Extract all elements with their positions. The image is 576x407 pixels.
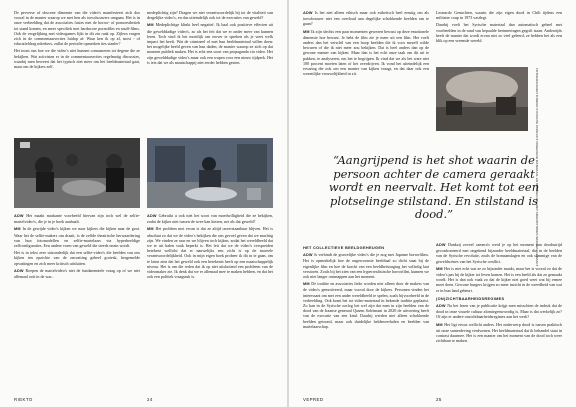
question-text: Het maakt markante voorbeeld hiervan zijn toch wel de selfie-martelvideo's, die je in je boek aanhaalt. xyxy=(14,213,140,225)
section-heading: (ON)ZICHTBAARHEIDSREGIMES xyxy=(436,295,505,301)
question-line xyxy=(436,242,562,264)
page-number-left: 24 xyxy=(147,397,153,402)
answer-line xyxy=(14,226,140,248)
speaker-label-adw: ADW xyxy=(303,11,315,15)
page-number-right: 25 xyxy=(436,397,442,402)
paragraph: medeplichtig zijn? Dragen we niet verantwoordelijk bij tot de vitaliteit van dergelijke video's, en dus uiteindelijk ook tot de executies van geweld? xyxy=(147,10,273,21)
speaker-label-mm: MM xyxy=(147,227,156,232)
paragraph: Leonardo Genuchten, waarin die zijn eigen dood in Chili tijdens een militaire coup in 1973 vastlegt. xyxy=(436,10,562,21)
question-text: Gebruikt u ook niet het soort van moedwilligheid die ze bekijken, zodat de kijker niet tussen de twee kan kiezen, net als dat geweld? xyxy=(147,213,273,225)
speaker-label-adw: ADW xyxy=(436,243,448,247)
answer-line xyxy=(436,322,562,344)
photo-crowd-ground xyxy=(14,138,140,208)
answer-line xyxy=(303,29,429,77)
left-page xyxy=(0,0,287,407)
answer-text: Ik zijn slechts een paar momenten gewezen bewust op deze emotionele dimensie hoe bewust. Je hebt de film zie je meer uit een film. Het voelt anders dan het verschil van een hoop beelden die ik voor mezelf wilde bewaren of die ik niet meer zou bekijken. Dat is heel anders dan op de gewone manier van kijken. Maar dan is het echt onze taak om dit uit te pakken, te analyseren, om het te begrijpen. Ik vind dat we als het ware niet 100 procent moeten laten of het overdrijven. Ik vond het uiteindelijk een ervaring die ook om een manier van kijken vraagt, en dat daar ook een wezenlijke vrouwelijkheid in zit. xyxy=(303,28,429,77)
answer-text: Het problem met ervan is dat ze altijd onverstaanbaar blijven. Het is absoluut zo dat we de video's bekijken die ons gevoel geven dat we machtig zijn. We vinden ze raar en we blijven toch kijken, zodat het wereldbeeld dat we er uit halen vaak beperkt is. Het feit dat we de video's verspreiden betekent wellicht dat er nauwelijks een zicht is op de moreele verantwoordelijkheid. Ook in mijn eigen boek probeer ik dit in te gaan, om te laten zien dat het geweld ook een betekenis heeft op een maatschappelijk niveau. Het is om die reden dat ik op niet uitsluitend een probleem van de videomaker zie. Ik denk dat we er allemaal mee te maken hebben, en dat het ook een politiek vraagstuk is. xyxy=(147,226,273,280)
speaker-label-mm: MM xyxy=(303,282,312,287)
vertical-photo-caption: FOTOGRAFEREN TIJDENS SYRISCHE CONFLICT ONGEKEND MATERIAAL EN BEELDEN DIE MET SMARTPHONES WORDEN GEMAAKT xyxy=(535,68,539,267)
photo-image xyxy=(147,138,273,208)
paragraph: Het is in tekst zeer uitzonderlijk dat een selfie-video's die beelden van ons kijken ten opzichte van de omvatting geheel grotesk, hergemelde opvattingen en zich meer kritisch uitsluiten. xyxy=(14,250,140,266)
section-heading: HET COLLECTIEVE BEELDGEHEUGEN xyxy=(303,245,385,250)
footer-section-left: RIEKTO xyxy=(14,397,33,402)
photo-street-scene xyxy=(147,138,273,208)
answer-line xyxy=(147,22,273,65)
answer-text: Het is niet echt wat ze zo bijzonder maakt, maar het is vooral zo dat de video's pas bij de kijker tot leven komen. Het is een beeld als dat zo gemaakt wordt. Het is dan ook vaak zo dat de kijker niet goed weet wat hij ermee moet doen. Gewone burgers krijgen zo meer inzicht in de wreedheid van wat er in hun land gebeurt. xyxy=(436,265,563,293)
answer-text: De traditie en associaties lieke worden niet alleen door de makers van de video's gemotiveerd, maar vooral door de kijkers. Personen vinden het interessant om met een ander wereldbeeld te spelen, zoals bijvoorbeeld in de verbeelding. Ook komt het tot video-materiaal in bekende traditie geplaatst. Zo kan in de Syrische oorlog het wel zijn dat men in zijn beelden van de dood van de Iraanse generaal Qasem Soleimani in 2020 de uitvoering heeft van de executie van een kind. Daarbij werden niet alleen schokkende beelden getoond, maar ook duidelijke heldenverhalen en beelden van martelaarschap. xyxy=(303,281,429,329)
answer-line xyxy=(436,266,562,293)
question-text: Is verbindt de gruwelijke video's die je nog met Japanse horrorfilms. Het is opmerkelijk hoe de ongewoonste beeldtaal zo dicht staat bij de eigenlijke film en hoe de kracht van een beeldheisturging het volledig laat verstoren. Zoals bij het zien van een hyperrealistische horrorfilm, kunnen we ook niet langer ontsnappen aan het moment. xyxy=(303,252,429,280)
left-column-1-bottom xyxy=(14,213,140,281)
speaker-label-adw: ADW xyxy=(14,214,27,218)
question-text: Roepen de martelvideo's niet de fundamentele vraag op of we niet allemaal ooit in de war... xyxy=(14,267,140,280)
question-line xyxy=(147,213,273,224)
right-column-2-bottom xyxy=(436,242,562,345)
paragraph: De perverse of obscene dimensie van die video's manifesteert zich dus vooral in de manier waarop we met hen als toeschouwers omgaan. Het is in onze verbeelding dat de associaties fusies met de horror- of pornoesthetiek tot stand komen, en meer specifiek met harducore pornofilm en snuff-films. Ook de vergelijking met videogames lijkt in dit zin raak op. Zijlern vragen zich in de commentaarsecties luidop af: Waar ken ik op af, most - of educatiefdrag ndoekers, zullat de periodie opmerken ties stanler? xyxy=(14,10,140,47)
answer-line xyxy=(303,281,429,329)
speaker-label-adw: ADW xyxy=(436,304,448,309)
question-line xyxy=(436,303,562,320)
question-line xyxy=(303,252,429,279)
left-column-2 xyxy=(147,10,273,67)
question-line xyxy=(303,10,429,27)
pull-quote: “Aangrijpend is het shot waarin de persoon achter de camera geraakt wordt en neervalt. Het komt tot een plotselinge stilstand. En stilstand is dood.” xyxy=(328,153,540,221)
question-line xyxy=(14,213,140,224)
question-text: Is het niet alleen ethisch maar ook esthetisch heel ernstig om als toeschouwer niet een overload aan degelijke schokkende beelden om te gaan? xyxy=(303,10,429,27)
right-page xyxy=(289,0,576,407)
speaker-label-mm: MM xyxy=(303,29,312,34)
photo-image xyxy=(436,67,528,131)
speaker-label-adw: ADW xyxy=(14,268,26,273)
right-column-1-bottom xyxy=(303,242,429,331)
photo-image xyxy=(14,138,140,208)
right-column-2-top xyxy=(436,10,562,45)
speaker-label-mm: MM xyxy=(436,322,445,327)
answer-text: Het ligt etwas wellicht anders. Het onderwerp dood is tussen praktisch uit onze samenleving verdwenen. Het beeldmateriaal dat ik behandel staat in contrast daarmee. Het is een manier om het moment van de dood toch weer zichtbaar te maken. xyxy=(436,321,562,344)
question-text: Na het lezen van je publicatie krijgt men misschien de indruk dat de dood in onze visuele cultuur alomtegenwoordig is. Maar is dat werkelijk zo? Of zijn er andere onzichtbaarheidsregimes aan het werk? xyxy=(436,303,562,320)
speaker-label-adw: ADW xyxy=(147,214,159,218)
right-column-1 xyxy=(303,10,429,78)
speaker-label-mm: MM xyxy=(14,227,23,232)
photo-smoke-scene xyxy=(436,67,528,131)
answer-text: In de gewijde video's kijken we naar kijkers die kijken naar de goot. Waar het de selfie-makers om draait, is de zelfde theatrische herwaardering van hun fotomodellen en selfie-martelaars via hyperbeeldige zelfconfiguraties. Een andere vorm van geweld die steeds onzin wordt. xyxy=(14,226,141,249)
left-column-1 xyxy=(14,10,140,71)
footer-section-right: VEPRED xyxy=(303,397,324,402)
speaker-label-mm: MM xyxy=(147,23,156,28)
paragraph: Daarbij voelt het Syrische materiaal dan automatisch geheel met voorbeelden in de rand van bepaalde herinneringen gegrift staan. Anderzijds heeft de manier dat wordt ervan niet zo veel geleerd, ze hebben het als een blik op een vreemde wereld. xyxy=(436,22,562,44)
question-line xyxy=(14,268,140,279)
speaker-label-mm: MM xyxy=(436,266,445,271)
left-column-2-bottom xyxy=(147,213,273,281)
answer-line xyxy=(147,226,273,279)
answer-text: Medeplichtige klinkt heel negatief. Ik haal ook positieve effecten uit die gewelddadige video's, zo als het feit dat we er onder meer van kunnen leren. Toch vind ik het moeilijk om erover te spreken als je weet welk impact het heeft. Wat de crimineel of met hun beeldmateriaal willen doen: het mogelijke beeld geven van hun daden, de manier waarop ze zich op dat moment publiek maken. Het is echt een soort van propaganda via video. Het zijn gewelddadige video's maar ook een wapen voor een nieuw tijdperk. Het is iets dat we als maatschappij niet eerder hebben gezien. xyxy=(147,22,274,65)
speaker-label-adw: ADW xyxy=(303,253,315,258)
paragraph: Het toont ons hoe we die video's niet kunnen consumeren tot degene die ze bekijken. Wat activisten er in de commentaarsecties regelmatig discussies, waarbij men beweert dat het typisch niet meer om het beeldmateriaal gaat, maar om de kijkers zelf. xyxy=(14,48,140,70)
question-text: Dankzij zoveel camera's werd je op het moment van doodsstrijd geconfronteerd met ongekend bijzonder beeldmateriaal, die in de beelden van de Syrische revolutie, zoals de bomaanslagen en ook sommige van de geweldscènes van het Syrische conflict. xyxy=(436,242,562,264)
